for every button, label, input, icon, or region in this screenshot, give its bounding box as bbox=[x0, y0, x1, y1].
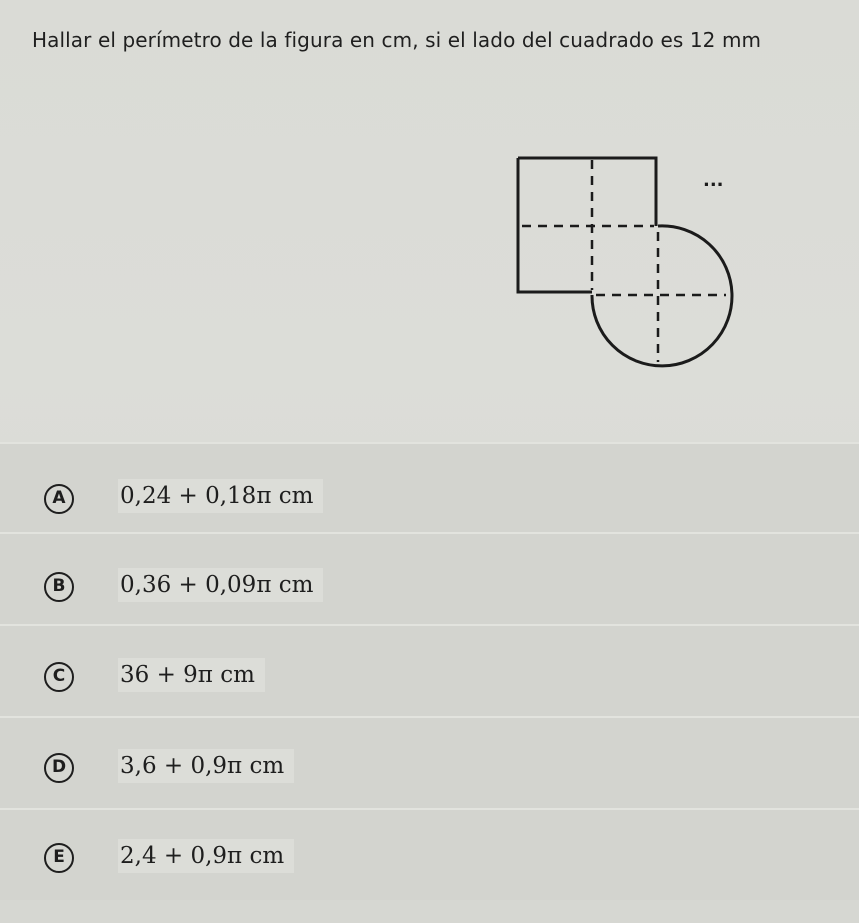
option-letter-c: C bbox=[44, 662, 74, 692]
option-letter-b: B bbox=[44, 572, 74, 602]
option-c[interactable] bbox=[0, 624, 859, 716]
option-letter-a: A bbox=[44, 484, 74, 514]
question-text: Hallar el perímetro de la figura en cm, si el lado del cuadrado es 12 mm bbox=[32, 28, 762, 52]
square-outline bbox=[518, 158, 656, 226]
option-a[interactable] bbox=[0, 442, 859, 534]
figure-ellipsis: ... bbox=[703, 170, 724, 191]
geometry-figure bbox=[500, 140, 760, 390]
option-text-a: 0,24 + 0,18π cm bbox=[118, 479, 323, 513]
option-text-e: 2,4 + 0,9π cm bbox=[118, 839, 294, 873]
option-d[interactable] bbox=[0, 716, 859, 808]
option-e[interactable] bbox=[0, 808, 859, 900]
option-text-c: 36 + 9π cm bbox=[118, 658, 265, 692]
option-letter-e: E bbox=[44, 843, 74, 873]
option-b[interactable] bbox=[0, 532, 859, 624]
option-text-d: 3,6 + 0,9π cm bbox=[118, 749, 294, 783]
option-text-b: 0,36 + 0,09π cm bbox=[118, 568, 323, 602]
option-letter-d: D bbox=[44, 753, 74, 783]
